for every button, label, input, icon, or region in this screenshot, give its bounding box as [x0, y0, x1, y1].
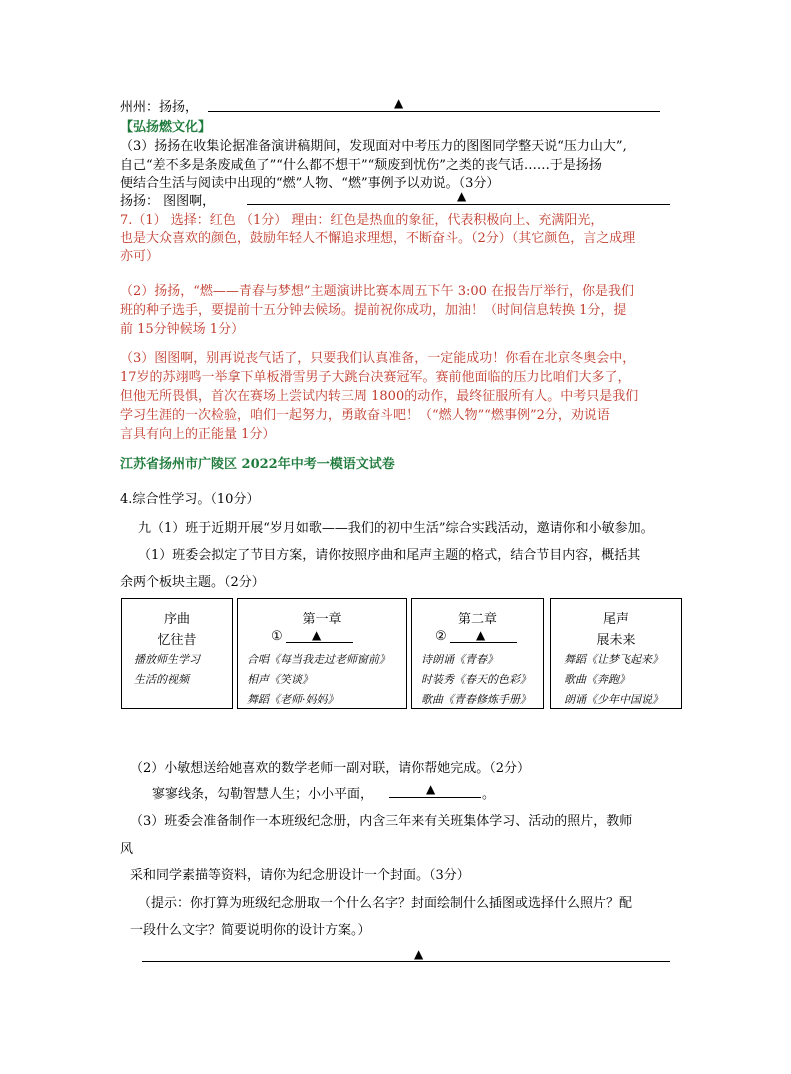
answer-text: 前 15分钟候场 1分）	[120, 322, 245, 337]
program-box-prelude	[121, 598, 233, 709]
triangle-marker-icon: ▲	[394, 96, 404, 110]
answer-text: （2）扬扬，“燃——青春与梦想”主题演讲比赛本周五下午 3:00 在报告厅举行，你是我们	[120, 284, 635, 299]
triangle-marker-icon: ▲	[312, 628, 322, 642]
box-item: 时装秀《春天的色彩》	[421, 673, 531, 686]
answer-text: 17岁的苏翊鸣一举拿下单板滑雪男子大跳台决赛冠军。赛前他面临的压力比咱们大多了，	[120, 370, 631, 385]
answer-text: 班的种子选手，要提前十五分钟去候场。提前祝你成功，加油！（时间信息转换 1分，提	[120, 303, 627, 318]
program-box-epilogue	[550, 598, 682, 709]
triangle-marker-icon: ▲	[476, 628, 486, 642]
answer-text: 学习生涯的一次检验，咱们一起努力，勇敢奋斗吧！（“燃人物”“燃事例”2分，劝说语	[120, 408, 610, 423]
hint-text: 一段什么文字？简要说明你的设计方案。）	[130, 923, 371, 938]
blank-number: ①	[271, 629, 283, 644]
question-text: 自己“差不多是条废咸鱼了”“什么都不想干”“颓废到忧伤”之类的丧气话……于是扬扬	[120, 158, 602, 173]
box-title: 序曲	[163, 612, 190, 627]
box-item: 相声《笑谈》	[247, 673, 313, 686]
box-subtitle: 忆往昔	[157, 633, 197, 648]
triangle-marker-icon: ▲	[426, 782, 436, 796]
hint-text: （提示：你打算为班级纪念册取一个什么名字？封面绘制什么插图或选择什么照片？配	[138, 896, 633, 911]
box-subtitle: 展未来	[596, 633, 636, 648]
question-text: （1）班委会拟定了节目方案，请你按照序曲和尾声主题的格式，结合节目内容，概括其	[138, 548, 641, 563]
program-box-chapter2	[411, 598, 544, 709]
question-text: 便结合生活与阅读中出现的“燃”人物、“燃”事例予以劝说。（3分）	[120, 176, 500, 191]
answer-text: 言具有向上的正能量 1分）	[120, 427, 276, 442]
answer-line[interactable]	[450, 642, 517, 643]
box-item: 生活的视频	[134, 673, 189, 686]
question-text: 风	[120, 842, 134, 857]
answer-text: 亦可）	[120, 249, 160, 264]
answer-line[interactable]	[247, 204, 670, 205]
question-text: 余两个板块主题。（2分）	[120, 575, 265, 590]
triangle-marker-icon: ▲	[457, 189, 467, 203]
question-intro: 九（1）班于近期开展“岁月如歌——我们的初中生活”综合实践活动，邀请你和小敏参加。	[138, 521, 654, 536]
question-text: 采和同学素描等资料，请你为纪念册设计一个封面。（3分）	[130, 868, 470, 883]
couplet-text: 寥寥线条，勾勒智慧人生；小小平面，	[152, 787, 374, 802]
triangle-marker-icon: ▲	[414, 947, 424, 961]
question-text: （3）班委会准备制作一本班级纪念册，内含三年来有关班集体学习、活动的照片，教师	[130, 814, 633, 829]
box-item: 合唱《每当我走过老师窗前》	[247, 653, 390, 666]
answer-line[interactable]	[286, 642, 353, 643]
box-item: 舞蹈《老师·妈妈》	[247, 693, 339, 706]
question-heading: 4.综合性学习。（10分）	[120, 492, 260, 507]
question-text: （2）小敏想送给她喜欢的数学老师一副对联，请你帮她完成。（2分）	[130, 761, 531, 776]
question-text: （3）扬扬在收集论据准备演讲稿期间，发现面对中考压力的图图同学整天说“压力山大”,	[120, 139, 627, 154]
box-item: 诗朗诵《青春》	[421, 653, 498, 666]
couplet-period: 。	[482, 787, 496, 802]
program-box-chapter1	[237, 598, 407, 709]
answer-text: （3）图图啊，别再说丧气话了，只要我们认真准备，一定能成功！你看在北京冬奥会中，	[120, 351, 636, 366]
exam-title: 江苏省扬州市广陵区 2022年中考一模语文试卷	[120, 457, 395, 472]
answer-text: 7.（1） 选择：红色 （1分） 理由：红色是热血的象征，代表积极向上、充满阳光，	[120, 213, 604, 228]
box-item: 朗诵《少年中国说》	[564, 693, 663, 706]
answer-text: 也是大众喜欢的颜色，鼓励年轻人不懈追求理想，不断奋斗。（2分）（其它颜色，言之成理	[120, 231, 636, 246]
box-item: 播放师生学习	[134, 653, 200, 666]
box-item: 歌曲《奔跑》	[564, 673, 630, 686]
answer-prompt-zhouzhou: 州州：扬扬，	[120, 100, 199, 115]
answer-line[interactable]	[142, 961, 670, 962]
blank-number: ②	[435, 629, 447, 644]
box-item: 舞蹈《让梦飞起来》	[564, 653, 663, 666]
answer-line[interactable]	[208, 111, 660, 112]
box-item: 歌曲《青春修炼手册》	[421, 693, 531, 706]
answer-prompt-yangyang: 扬扬： 图图啊，	[120, 194, 216, 209]
answer-line[interactable]	[389, 797, 481, 798]
section-heading: 【弘扬燃文化】	[120, 120, 212, 135]
box-title: 尾声	[602, 612, 629, 627]
box-title: 第二章	[457, 612, 497, 627]
answer-text: 但他无所畏惧，首次在赛场上尝试内转三周 1800的动作，最终征服所有人。中考只是我们	[120, 389, 639, 404]
box-title: 第一章	[302, 612, 342, 627]
